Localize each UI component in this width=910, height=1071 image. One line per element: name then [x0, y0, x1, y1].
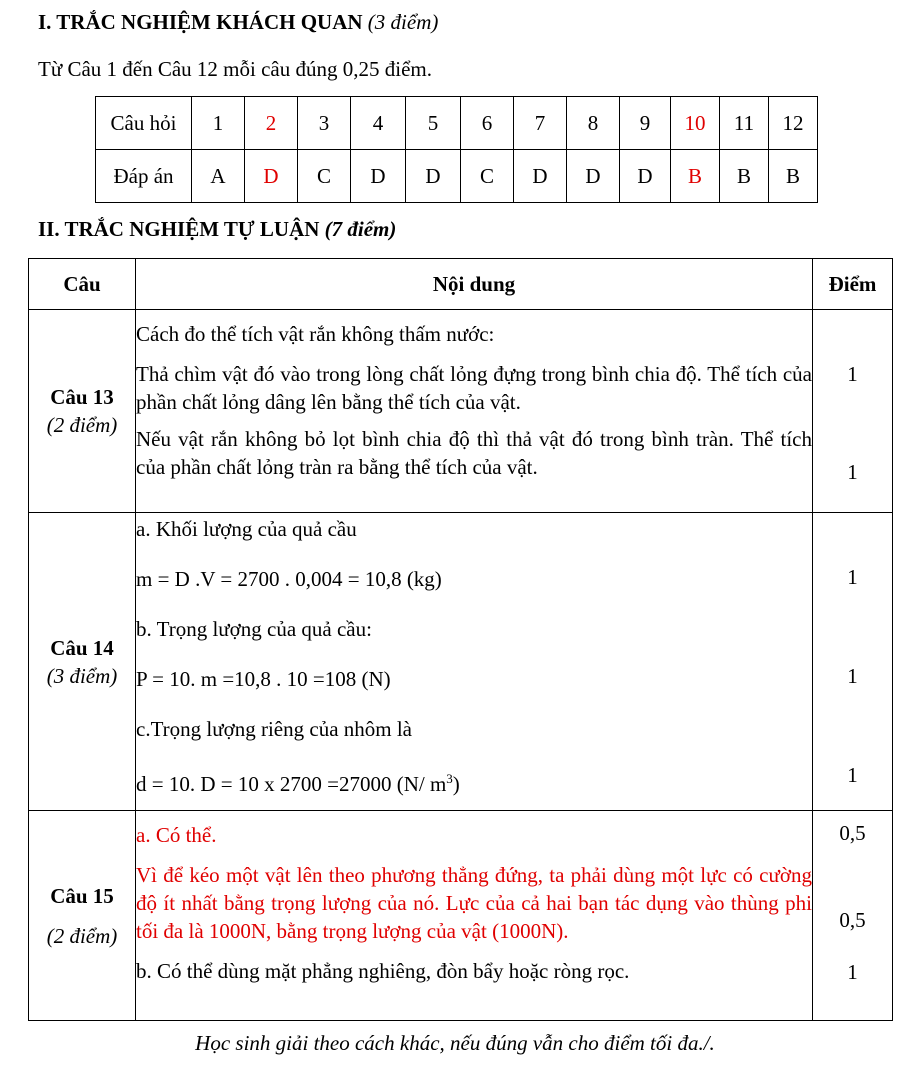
- header-score: Điểm: [813, 259, 893, 310]
- answer-letter: B: [720, 150, 769, 203]
- answer-letter: D: [351, 150, 406, 203]
- answer-letter: D: [620, 150, 671, 203]
- answer-letter: C: [461, 150, 514, 203]
- q15-score: 1: [847, 960, 858, 984]
- q13-score: 1: [847, 460, 858, 484]
- answer-letter: D: [514, 150, 567, 203]
- question-number: 6: [461, 97, 514, 150]
- q15-line: b. Có thể dùng mặt phẳng nghiêng, đòn bẩy hoặc ròng rọc.: [136, 959, 630, 983]
- q15-content: [136, 811, 813, 1021]
- question-number: 2: [245, 97, 298, 150]
- q15-scores: [813, 811, 893, 1021]
- q13-content: [136, 310, 813, 513]
- answer-row: [96, 150, 818, 203]
- q14-line-formula: [136, 765, 812, 798]
- q13-scores: [813, 310, 893, 513]
- q14-line: c.Trọng lượng riêng của nhôm là: [136, 717, 413, 741]
- q15-line: Vì để kéo một vật lên theo phương thẳng đứng, ta phải dùng một lực có cường độ ít nhất bằng trọng lượng của nó. Lực của cả hai bạn tác dụng vào thùng phi tối đa là 1000N, bằng trọng lượng của vật (1000N).: [136, 863, 812, 943]
- q14-score: 1: [847, 664, 858, 688]
- question-number: 7: [514, 97, 567, 150]
- q13-label-cell: [29, 310, 136, 513]
- row-label-answers: Đáp án: [96, 150, 192, 203]
- q14-content: [136, 513, 813, 811]
- question-number: 10: [671, 97, 720, 150]
- question-number: 9: [620, 97, 671, 150]
- question-number: 8: [567, 97, 620, 150]
- question-number: 12: [769, 97, 818, 150]
- question-number: 4: [351, 97, 406, 150]
- q14-score: 1: [847, 763, 858, 787]
- q14-line: P = 10. m =10,8 . 10 =108 (N): [136, 667, 391, 691]
- q13-label: Câu 13: [50, 385, 114, 409]
- essay-header-row: [29, 259, 893, 310]
- question-number: 3: [298, 97, 351, 150]
- q14-line: b. Trọng lượng của quả cầu:: [136, 617, 372, 641]
- q13-score: 1: [847, 362, 858, 386]
- answer-letter: B: [769, 150, 818, 203]
- answer-letter: A: [192, 150, 245, 203]
- q13-points: (2 điểm): [46, 413, 118, 437]
- section1-note: Từ Câu 1 đến Câu 12 mỗi câu đúng 0,25 điểm.: [38, 57, 432, 81]
- q14-score: 1: [847, 565, 858, 589]
- q15-row: [29, 811, 893, 1021]
- answer-letter: B: [671, 150, 720, 203]
- section2-heading: [38, 217, 396, 242]
- q14-label-cell: [29, 513, 136, 811]
- essay-grading-table: [28, 258, 893, 1021]
- answer-letter: D: [406, 150, 461, 203]
- section1-heading: [38, 10, 438, 35]
- question-row: [96, 97, 818, 150]
- section2-title: II. TRẮC NGHIỆM TỰ LUẬN: [38, 217, 320, 241]
- q15-score: 0,5: [839, 821, 866, 845]
- q15-score: 0,5: [839, 908, 866, 932]
- answer-letter: C: [298, 150, 351, 203]
- q15-label: Câu 15: [50, 883, 114, 908]
- q15-points: (2 điểm): [46, 923, 118, 948]
- question-number: 5: [406, 97, 461, 150]
- q14-line: a. Khối lượng của quả cầu: [136, 517, 357, 541]
- section2-points: (7 điểm): [324, 217, 397, 241]
- q13-line: Nếu vật rắn không bỏ lọt bình chia độ thì thả vật đó trong bình tràn. Thể tích của phần chất lỏng tràn ra bằng thể tích của vật.: [136, 427, 812, 479]
- answer-letter: D: [245, 150, 298, 203]
- question-number: 11: [720, 97, 769, 150]
- q13-row: [29, 310, 893, 513]
- q15-label-cell: [29, 811, 136, 1021]
- header-question: Câu: [29, 259, 136, 310]
- row-label-questions: Câu hỏi: [96, 97, 192, 150]
- answer-key-table: [95, 96, 818, 203]
- q14-label: Câu 14: [50, 635, 114, 660]
- q14-row: [29, 513, 893, 811]
- q14-points: (3 điểm): [46, 663, 118, 688]
- q14-scores: [813, 513, 893, 811]
- q15-line: a. Có thể.: [136, 823, 217, 847]
- q13-line: Cách đo thể tích vật rắn không thấm nước:: [136, 322, 495, 346]
- section1-points: (3 điểm): [367, 10, 439, 34]
- answer-letter: D: [567, 150, 620, 203]
- q14-formula-exponent: 3: [446, 771, 453, 786]
- section1-title: I. TRẮC NGHIỆM KHÁCH QUAN: [38, 10, 363, 34]
- footer-note: Học sinh giải theo cách khác, nếu đúng vẫn cho điểm tối đa./.: [195, 1031, 715, 1055]
- header-content: Nội dung: [136, 259, 813, 310]
- q14-formula-text: d = 10. D = 10 x 2700 =27000 (N/ m: [136, 772, 447, 796]
- q14-line: m = D .V = 2700 . 0,004 = 10,8 (kg): [136, 567, 442, 591]
- q14-formula-close: ): [452, 772, 460, 796]
- q13-line: Thả chìm vật đó vào trong lòng chất lỏng đựng trong bình chia độ. Thể tích của phần chất lỏng dâng lên bằng thể tích của vật.: [136, 362, 812, 414]
- question-number: 1: [192, 97, 245, 150]
